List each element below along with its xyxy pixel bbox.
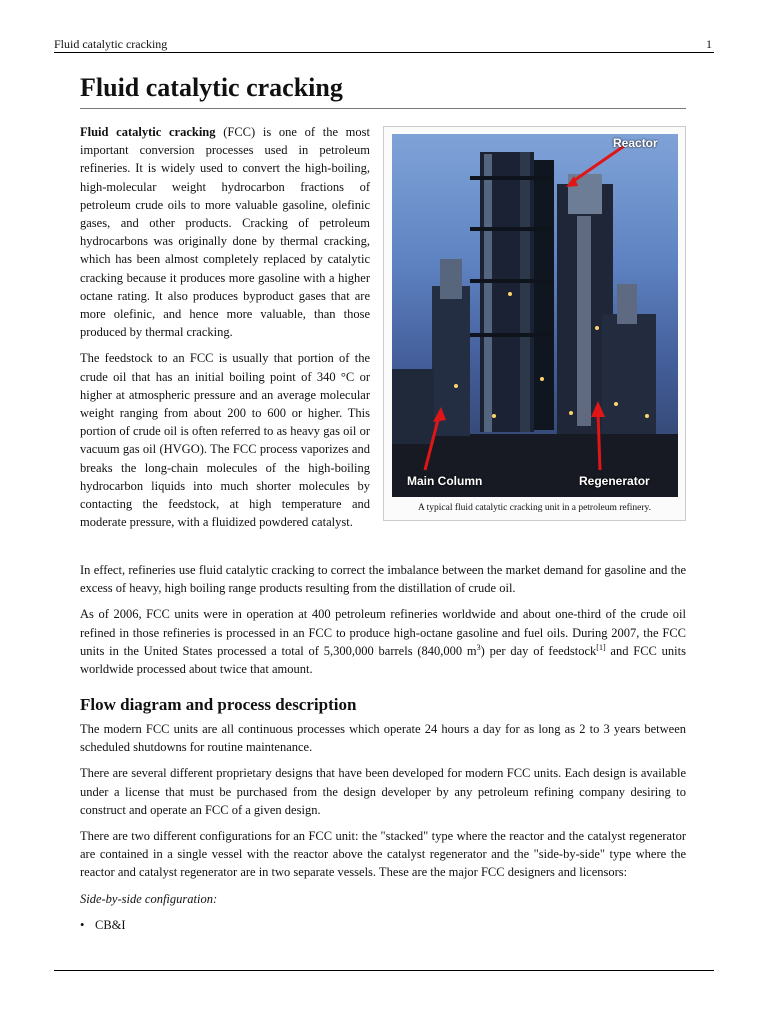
page-title: Fluid catalytic cracking (80, 70, 686, 109)
side-by-side-subheading: Side-by-side configuration: (80, 891, 218, 906)
intro-text: (FCC) is one of the most important conversion processes used in petroleum refineries. It is widely used to convert the high-boiling, high-molecular weight hydrocarbon fractions of petroleum crude oils to more valuable gasoline, olefinic gases, and other products. Cracking of petroleum hydrocarbons was originally done by thermal cracking, which has been almost completely replaced by catalytic cracking because it produces more gasoline with a higher octane rating. It also produces byproduct gases that are more olefinic, and hence more valuable, than those produced by thermal cracking. (80, 125, 370, 340)
effect-paragraph: In effect, refineries use fluid catalytic cracking to correct the imbalance between the market demand for gasoline and the excess of heavy, high boiling range products resulting from the distillation of crude oil. (80, 563, 686, 596)
refinery-figure (383, 126, 686, 521)
reference-link[interactable]: [1] (596, 642, 606, 652)
page-number: 1 (706, 37, 712, 51)
reactor-label: Reactor (613, 136, 658, 150)
footer-rule (54, 970, 714, 971)
section-body (80, 720, 686, 934)
regenerator-label: Regenerator (579, 474, 650, 488)
running-header (54, 36, 714, 53)
units-text-1: As of 2006, FCC units were in operation at 400 petroleum refineries worldwide and about one-third of the crude oil refined in those refineries is processed in an FCC to produce high-octane gasoline and fuel oils. During 2007, the FCC units in the United States processed a total of 5,300,000 barrels (840,000 m (80, 607, 686, 658)
units-text-2: ) per day of feedstock (480, 643, 597, 658)
running-title: Fluid catalytic cracking (54, 37, 168, 51)
section-paragraph: There are two different configurations for an FCC unit: the "stacked" type where the reactor and the catalyst regenerator are contained in a single vessel with the reactor above the catalyst regenerator and the "side-by-side" type where the reactor and catalyst regenerator are in two separate vessels. These are the major FCC designers and licensors: (80, 829, 686, 880)
cubic-superscript: 3 (476, 642, 481, 652)
intro-term: Fluid catalytic cracking (80, 125, 216, 139)
refinery-illustration (392, 134, 678, 497)
units-paragraph (80, 605, 686, 678)
intro-paragraph (80, 123, 370, 341)
section-paragraph: There are several different proprietary designs that have been developed for modern FCC units. Each design is available under a license that must be purchased from the design developer by any petroleum refining company desiring to construct and operate an FCC of a given design. (80, 766, 686, 817)
list-item: • CB&I (80, 916, 686, 934)
units-text-3: and FCC units worldwide processed about twice that amount. (80, 643, 686, 677)
intro-column (80, 123, 370, 539)
section-heading: Flow diagram and process description (80, 695, 357, 714)
main-column-label: Main Column (407, 474, 483, 488)
refinery-photo (392, 134, 678, 497)
section-paragraph: The modern FCC units are all continuous processes which operate 24 hours a day for as long as 2 to 3 years between scheduled shutdowns for routine maintenance. (80, 722, 686, 755)
full-width-text (80, 561, 686, 686)
figure-caption: A typical fluid catalytic cracking unit in a petroleum refinery. (417, 503, 652, 513)
feedstock-paragraph: The feedstock to an FCC is usually that portion of the crude oil that has an initial boiling point of 340 °C or higher at atmospheric pressure and an average molecular weight ranging from about 200 to 600 or higher. This portion of crude oil is often referred to as heavy gas oil or vacuum gas oil (HVGO). The FCC process vaporizes and breaks the long-chain molecules of the high-boiling hydrocarbon liquids into much shorter molecules by contacting the feedstock, at high temperature and moderate pressure, with a fluidized powdered catalyst. (80, 351, 370, 530)
licensor-list (80, 916, 686, 934)
regenerator-arrow (598, 412, 600, 470)
